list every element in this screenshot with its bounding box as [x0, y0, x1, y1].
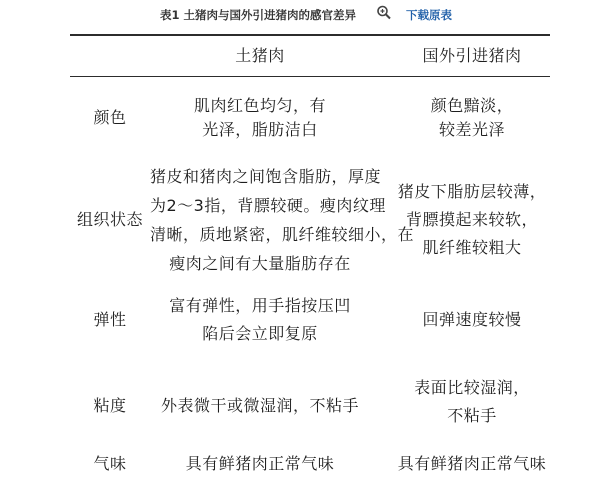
- cell-line: 背膘摸起来较软，: [405, 210, 538, 229]
- table-caption: 表1 土猪肉与国外引进猪肉的感官差异: [160, 8, 357, 22]
- row-name-color: 颜色: [93, 108, 127, 127]
- cell-elasticity-imported: [382, 308, 562, 332]
- download-original-table-link[interactable]: 下载原表: [406, 8, 452, 22]
- cell-line: 具有鲜猪肉正常气味: [397, 454, 547, 473]
- magnifier-zoom-icon[interactable]: [376, 4, 392, 22]
- table-top-rule: [70, 34, 550, 36]
- header-imported-pork: 国外引进猪肉: [422, 46, 522, 65]
- cell-line: 猪皮和猪肉之间饱含脂肪，厚度: [150, 167, 382, 186]
- cell-line: 颜色黯淡，: [430, 96, 514, 115]
- cell-line: 不粘手: [447, 406, 497, 425]
- cell-texture-local: [150, 162, 415, 278]
- row-name-elasticity: 弹性: [93, 310, 127, 329]
- cell-color-imported: [382, 94, 562, 142]
- cell-line: 表面比较湿润，: [414, 378, 530, 397]
- cell-line: 肌纤维较粗大: [422, 238, 522, 257]
- cell-line: 瘦肉之间有大量脂肪存在: [169, 254, 351, 273]
- cell-line: 外表微干或微湿润，不粘手: [160, 396, 359, 415]
- cell-line: 回弹速度较慢: [422, 310, 522, 329]
- cell-odor-local: [150, 452, 370, 476]
- cell-line: 富有弹性，用手指按压凹: [169, 296, 351, 315]
- row-name-odor: 气味: [93, 454, 127, 473]
- cell-color-local: [150, 94, 370, 142]
- cell-elasticity-local: [150, 292, 370, 348]
- cell-line: 光泽，脂肪洁白: [202, 120, 318, 139]
- cell-line: 具有鲜猪肉正常气味: [185, 454, 335, 473]
- table-caption-bar: [0, 4, 600, 24]
- cell-line: 清晰，质地紧密，肌纤维较细小，在: [150, 225, 415, 244]
- cell-line: 较差光泽: [438, 120, 505, 139]
- cell-texture-imported: [382, 178, 562, 262]
- cell-line: 猪皮下脂肪层较薄，: [397, 182, 547, 201]
- cell-odor-imported: [382, 452, 562, 476]
- table-header-rule: [70, 76, 550, 77]
- row-name-texture: 组织状态: [76, 210, 143, 229]
- cell-line: 肌肉红色均匀，有: [193, 96, 326, 115]
- cell-viscosity-imported: [382, 374, 562, 430]
- row-name-viscosity: 粘度: [93, 396, 127, 415]
- cell-line: 陷后会立即复原: [202, 324, 318, 343]
- cell-line: 为2～3指，背膘较硬。瘦肉纹理: [150, 196, 386, 215]
- header-local-pork: 土猪肉: [235, 46, 285, 65]
- cell-viscosity-local: [150, 394, 370, 418]
